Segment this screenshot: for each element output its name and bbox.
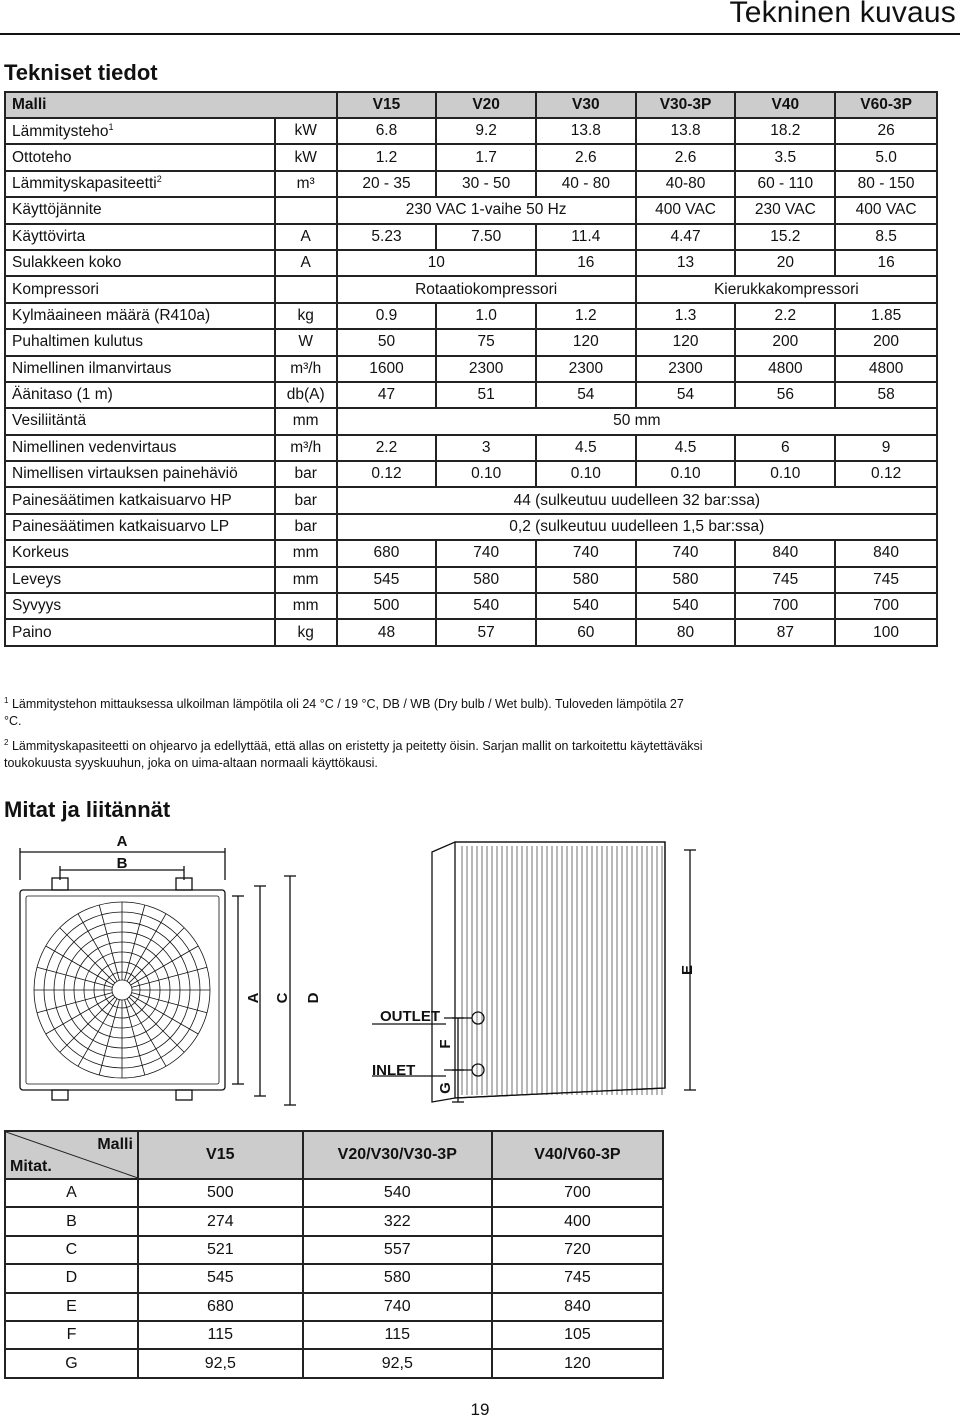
dims-value: 680 <box>138 1293 303 1321</box>
dimension-label-e: E <box>679 964 696 976</box>
dimension-label-d: D <box>305 992 322 1004</box>
dims-value: 92,5 <box>303 1349 492 1377</box>
dims-column-header: V20/V30/V30-3P <box>303 1131 492 1179</box>
spec-row <box>5 118 937 144</box>
spec-value: 58 <box>835 382 937 408</box>
spec-row <box>5 197 937 223</box>
spec-label <box>5 382 275 408</box>
dims-row-label: A <box>5 1179 138 1207</box>
specs-body <box>5 118 937 646</box>
dims-row-label: F <box>5 1321 138 1349</box>
spec-label-text: Lämmitysteho <box>12 122 109 140</box>
dims-row-label: B <box>5 1207 138 1235</box>
spec-value: 40 - 80 <box>536 171 636 197</box>
spec-row <box>5 171 937 197</box>
spec-row <box>5 514 937 540</box>
spec-value: 1.3 <box>636 303 736 329</box>
spec-value: 3 <box>436 435 536 461</box>
spec-row <box>5 619 937 645</box>
spec-label-text: Kompressori <box>12 280 99 298</box>
dims-body <box>5 1179 663 1378</box>
spec-row <box>5 567 937 593</box>
spec-label <box>5 408 275 434</box>
spec-unit: bar <box>275 514 337 540</box>
dims-column-header: V40/V60-3P <box>492 1131 663 1179</box>
footnote-2-marker: 2 <box>4 738 9 748</box>
dims-value: 840 <box>492 1293 663 1321</box>
side-view <box>432 842 665 1102</box>
spec-value: Kierukkakompressori <box>636 276 937 302</box>
dims-row <box>5 1207 663 1235</box>
spec-label <box>5 118 275 144</box>
spec-label-text: Syvyys <box>12 597 62 615</box>
spec-label <box>5 144 275 170</box>
spec-value: 18.2 <box>735 118 835 144</box>
spec-value: 10 <box>337 250 536 276</box>
spec-label-text: Paino <box>12 623 52 641</box>
spec-value: 0.9 <box>337 303 437 329</box>
outlet-label: OUTLET <box>380 1008 440 1025</box>
spec-label-text: Painesäätimen katkaisuarvo LP <box>12 518 230 536</box>
spec-value: 44 (sulkeutuu uudelleen 32 bar:ssa) <box>337 487 937 513</box>
spec-label <box>5 567 275 593</box>
dimension-label-f: F <box>437 1039 454 1049</box>
spec-value: 580 <box>436 567 536 593</box>
spec-unit: A <box>275 250 337 276</box>
footnote-1-text: Lämmitystehon mittauksessa ulkoilman lämpötila oli 24 °C / 19 °C, DB / WB (Dry bulb / Wet bulb). Tuloveden lämpötila 27 °C. <box>4 697 684 729</box>
spec-value: 80 <box>636 619 736 645</box>
spec-value: 47 <box>337 382 437 408</box>
spec-value: 700 <box>835 593 937 619</box>
spec-label <box>5 303 275 329</box>
spec-value: 4.5 <box>636 435 736 461</box>
spec-row <box>5 382 937 408</box>
spec-value: 2.2 <box>735 303 835 329</box>
front-view <box>20 878 225 1100</box>
spec-label <box>5 487 275 513</box>
spec-value: 2300 <box>436 356 536 382</box>
spec-value: 20 - 35 <box>337 171 437 197</box>
spec-unit: m³ <box>275 171 337 197</box>
spec-value: 2.6 <box>636 144 736 170</box>
spec-value: 1.7 <box>436 144 536 170</box>
spec-value: 50 <box>337 329 437 355</box>
spec-label-text: Nimellinen ilmanvirtaus <box>12 359 172 377</box>
spec-value: 2.2 <box>337 435 437 461</box>
spec-row <box>5 593 937 619</box>
spec-value: 1.2 <box>337 144 437 170</box>
spec-unit: m³/h <box>275 356 337 382</box>
spec-value: 0,2 (sulkeutuu uudelleen 1,5 bar:ssa) <box>337 514 937 540</box>
dims-row <box>5 1264 663 1292</box>
specs-header-label: Malli <box>5 92 337 118</box>
spec-row <box>5 461 937 487</box>
spec-value: 700 <box>735 593 835 619</box>
spec-row <box>5 276 937 302</box>
dims-value: 700 <box>492 1179 663 1207</box>
dimensions-table <box>4 1130 664 1379</box>
spec-value: 87 <box>735 619 835 645</box>
dims-value: 115 <box>303 1321 492 1349</box>
spec-value: 680 <box>337 540 437 566</box>
spec-value: 56 <box>735 382 835 408</box>
spec-label-text: Nimellinen vedenvirtaus <box>12 438 177 456</box>
dims-value: 322 <box>303 1207 492 1235</box>
dimension-label-a-top: A <box>116 833 128 850</box>
dimensions-section-title: Mitat ja liitännät <box>4 797 171 822</box>
inlet-label: INLET <box>372 1062 416 1079</box>
spec-label-text: Käyttöjännite <box>12 201 102 219</box>
dims-value: 580 <box>303 1264 492 1292</box>
spec-value: Rotaatiokompressori <box>337 276 636 302</box>
spec-label-text: Ottoteho <box>12 148 72 166</box>
model-header: V40 <box>735 92 835 118</box>
dims-row-label: C <box>5 1236 138 1264</box>
spec-value: 540 <box>536 593 636 619</box>
spec-value: 2300 <box>536 356 636 382</box>
spec-value: 2300 <box>636 356 736 382</box>
dims-value: 400 <box>492 1207 663 1235</box>
spec-value: 5.23 <box>337 224 437 250</box>
spec-value: 60 <box>536 619 636 645</box>
spec-label-text: Kylmäaineen määrä (R410a) <box>12 306 211 324</box>
spec-label-text: Lämmityskapasiteetti <box>12 175 157 193</box>
spec-label <box>5 171 275 197</box>
model-header: V20 <box>436 92 536 118</box>
dims-value: 500 <box>138 1179 303 1207</box>
dims-row <box>5 1293 663 1321</box>
dims-value: 540 <box>303 1179 492 1207</box>
spec-row <box>5 329 937 355</box>
spec-value: 13.8 <box>536 118 636 144</box>
page-number: 19 <box>470 1400 490 1419</box>
specs-section-title: Tekniset tiedot <box>4 60 158 85</box>
spec-value: 580 <box>536 567 636 593</box>
spec-value: 120 <box>536 329 636 355</box>
spec-value: 48 <box>337 619 437 645</box>
spec-value: 9.2 <box>436 118 536 144</box>
footnote-2-text: Lämmityskapasiteetti on ohjearvo ja edellyttää, että allas on eristetty ja peitetty öisin. Sarjan mallit on tarkoitettu käytettäväksi toukokuusta syyskuuhun, joka on uima-altaan normaali käyttökausi. <box>4 739 703 771</box>
spec-value: 545 <box>337 567 437 593</box>
spec-value: 4.47 <box>636 224 736 250</box>
spec-unit: kg <box>275 303 337 329</box>
spec-label <box>5 435 275 461</box>
spec-value: 0.12 <box>835 461 937 487</box>
spec-value: 740 <box>536 540 636 566</box>
spec-label-text: Vesiliitäntä <box>12 412 87 430</box>
spec-value: 9 <box>835 435 937 461</box>
spec-value: 6 <box>735 435 835 461</box>
spec-value: 7.50 <box>436 224 536 250</box>
spec-unit: m³/h <box>275 435 337 461</box>
model-header: V60-3P <box>835 92 937 118</box>
unit-dimension-diagram <box>0 820 960 1120</box>
dims-header-row <box>5 1131 663 1179</box>
spec-value: 57 <box>436 619 536 645</box>
spec-row <box>5 144 937 170</box>
spec-value: 40-80 <box>636 171 736 197</box>
spec-value: 200 <box>735 329 835 355</box>
spec-value: 0.10 <box>436 461 536 487</box>
spec-value: 0.12 <box>337 461 437 487</box>
spec-value: 400 VAC <box>835 197 937 223</box>
spec-row <box>5 540 937 566</box>
spec-value: 30 - 50 <box>436 171 536 197</box>
spec-value: 16 <box>536 250 636 276</box>
spec-value: 230 VAC <box>735 197 835 223</box>
spec-value: 100 <box>835 619 937 645</box>
dims-value: 115 <box>138 1321 303 1349</box>
spec-label-text: Nimellisen virtauksen painehäviö <box>12 465 238 483</box>
spec-value: 230 VAC 1-vaihe 50 Hz <box>337 197 636 223</box>
spec-value: 11.4 <box>536 224 636 250</box>
dims-corner-dimensions: Mitat. <box>10 1158 52 1175</box>
dims-value: 105 <box>492 1321 663 1349</box>
spec-unit: kW <box>275 144 337 170</box>
dims-corner-cell <box>5 1131 138 1179</box>
footnote-1 <box>4 692 704 730</box>
spec-value: 1.2 <box>536 303 636 329</box>
spec-label-text: Äänitaso (1 m) <box>12 386 113 404</box>
spec-value: 8.5 <box>835 224 937 250</box>
spec-unit <box>275 276 337 302</box>
dims-column-header: V15 <box>138 1131 303 1179</box>
spec-row <box>5 224 937 250</box>
spec-label <box>5 356 275 382</box>
model-header: V15 <box>337 92 437 118</box>
dims-value: 274 <box>138 1207 303 1235</box>
spec-value: 60 - 110 <box>735 171 835 197</box>
dims-value: 557 <box>303 1236 492 1264</box>
spec-label-text: Korkeus <box>12 544 69 562</box>
spec-unit: mm <box>275 408 337 434</box>
spec-unit: mm <box>275 593 337 619</box>
header-rule <box>0 33 960 35</box>
spec-unit: bar <box>275 461 337 487</box>
spec-label <box>5 224 275 250</box>
spec-value: 13 <box>636 250 736 276</box>
spec-label-text: Sulakkeen koko <box>12 254 122 272</box>
spec-unit: kW <box>275 118 337 144</box>
spec-label <box>5 593 275 619</box>
dimension-label-b: B <box>116 855 128 872</box>
spec-value: 740 <box>436 540 536 566</box>
spec-unit: A <box>275 224 337 250</box>
spec-value: 16 <box>835 250 937 276</box>
spec-value: 540 <box>436 593 536 619</box>
spec-value: 26 <box>835 118 937 144</box>
spec-value: 13.8 <box>636 118 736 144</box>
spec-value: 15.2 <box>735 224 835 250</box>
dims-value: 521 <box>138 1236 303 1264</box>
spec-row <box>5 356 937 382</box>
spec-value: 840 <box>835 540 937 566</box>
spec-value: 50 mm <box>337 408 937 434</box>
spec-value: 840 <box>735 540 835 566</box>
dims-value: 120 <box>492 1349 663 1377</box>
spec-unit: mm <box>275 540 337 566</box>
spec-label <box>5 540 275 566</box>
spec-label <box>5 461 275 487</box>
specs-header-row <box>5 92 937 118</box>
spec-unit: W <box>275 329 337 355</box>
side-dimension-lines <box>232 876 296 1105</box>
spec-value: 4800 <box>735 356 835 382</box>
spec-value: 745 <box>835 567 937 593</box>
spec-value: 6.8 <box>337 118 437 144</box>
dims-row <box>5 1349 663 1377</box>
spec-value: 3.5 <box>735 144 835 170</box>
model-header: V30-3P <box>636 92 736 118</box>
spec-value: 120 <box>636 329 736 355</box>
model-header: V30 <box>536 92 636 118</box>
spec-value: 20 <box>735 250 835 276</box>
dims-row-label: G <box>5 1349 138 1377</box>
spec-label-text: Puhaltimen kulutus <box>12 333 143 351</box>
spec-value: 1600 <box>337 356 437 382</box>
spec-label-text: Painesäätimen katkaisuarvo HP <box>12 491 232 509</box>
spec-row <box>5 435 937 461</box>
spec-footnote-marker: 2 <box>156 174 162 185</box>
dims-value: 745 <box>492 1264 663 1292</box>
footnote-1-marker: 1 <box>4 696 9 705</box>
dims-row <box>5 1236 663 1264</box>
dims-value: 545 <box>138 1264 303 1292</box>
dimension-label-c: C <box>274 992 291 1004</box>
spec-value: 54 <box>536 382 636 408</box>
dims-row <box>5 1179 663 1207</box>
spec-value: 80 - 150 <box>835 171 937 197</box>
spec-value: 51 <box>436 382 536 408</box>
spec-unit: bar <box>275 487 337 513</box>
spec-value: 500 <box>337 593 437 619</box>
spec-value: 0.10 <box>636 461 736 487</box>
dimension-label-g: G <box>437 1082 454 1094</box>
dims-row <box>5 1321 663 1349</box>
dims-value: 740 <box>303 1293 492 1321</box>
spec-row <box>5 487 937 513</box>
spec-value: 75 <box>436 329 536 355</box>
spec-value: 54 <box>636 382 736 408</box>
spec-value: 540 <box>636 593 736 619</box>
spec-label <box>5 619 275 645</box>
spec-unit <box>275 197 337 223</box>
spec-value: 4800 <box>835 356 937 382</box>
spec-unit: kg <box>275 619 337 645</box>
spec-value: 4.5 <box>536 435 636 461</box>
dims-row-label: E <box>5 1293 138 1321</box>
spec-value: 1.0 <box>436 303 536 329</box>
spec-value: 0.10 <box>735 461 835 487</box>
specs-table <box>4 91 938 647</box>
spec-value: 2.6 <box>536 144 636 170</box>
page-header-title: Tekninen kuvaus <box>729 0 956 29</box>
spec-label <box>5 250 275 276</box>
dims-row-label: D <box>5 1264 138 1292</box>
spec-value: 0.10 <box>536 461 636 487</box>
spec-value: 740 <box>636 540 736 566</box>
spec-label <box>5 514 275 540</box>
spec-unit: db(A) <box>275 382 337 408</box>
spec-label-text: Leveys <box>12 570 62 588</box>
dims-corner-model: Malli <box>97 1136 133 1153</box>
spec-footnote-marker: 1 <box>108 121 114 132</box>
spec-row <box>5 303 937 329</box>
condenser-fins <box>462 846 662 1095</box>
dims-value: 92,5 <box>138 1349 303 1377</box>
footnotes <box>4 692 704 776</box>
spec-row <box>5 408 937 434</box>
spec-value: 200 <box>835 329 937 355</box>
spec-row <box>5 250 937 276</box>
spec-value: 1.85 <box>835 303 937 329</box>
spec-value: 580 <box>636 567 736 593</box>
dimension-label-a-side: A <box>245 992 262 1004</box>
dims-value: 720 <box>492 1236 663 1264</box>
spec-value: 5.0 <box>835 144 937 170</box>
spec-label <box>5 197 275 223</box>
spec-label <box>5 276 275 302</box>
footnote-2 <box>4 734 704 772</box>
spec-value: 745 <box>735 567 835 593</box>
spec-value: 400 VAC <box>636 197 736 223</box>
spec-label-text: Käyttövirta <box>12 227 86 245</box>
spec-label <box>5 329 275 355</box>
fan-guard <box>34 902 210 1078</box>
spec-unit: mm <box>275 567 337 593</box>
